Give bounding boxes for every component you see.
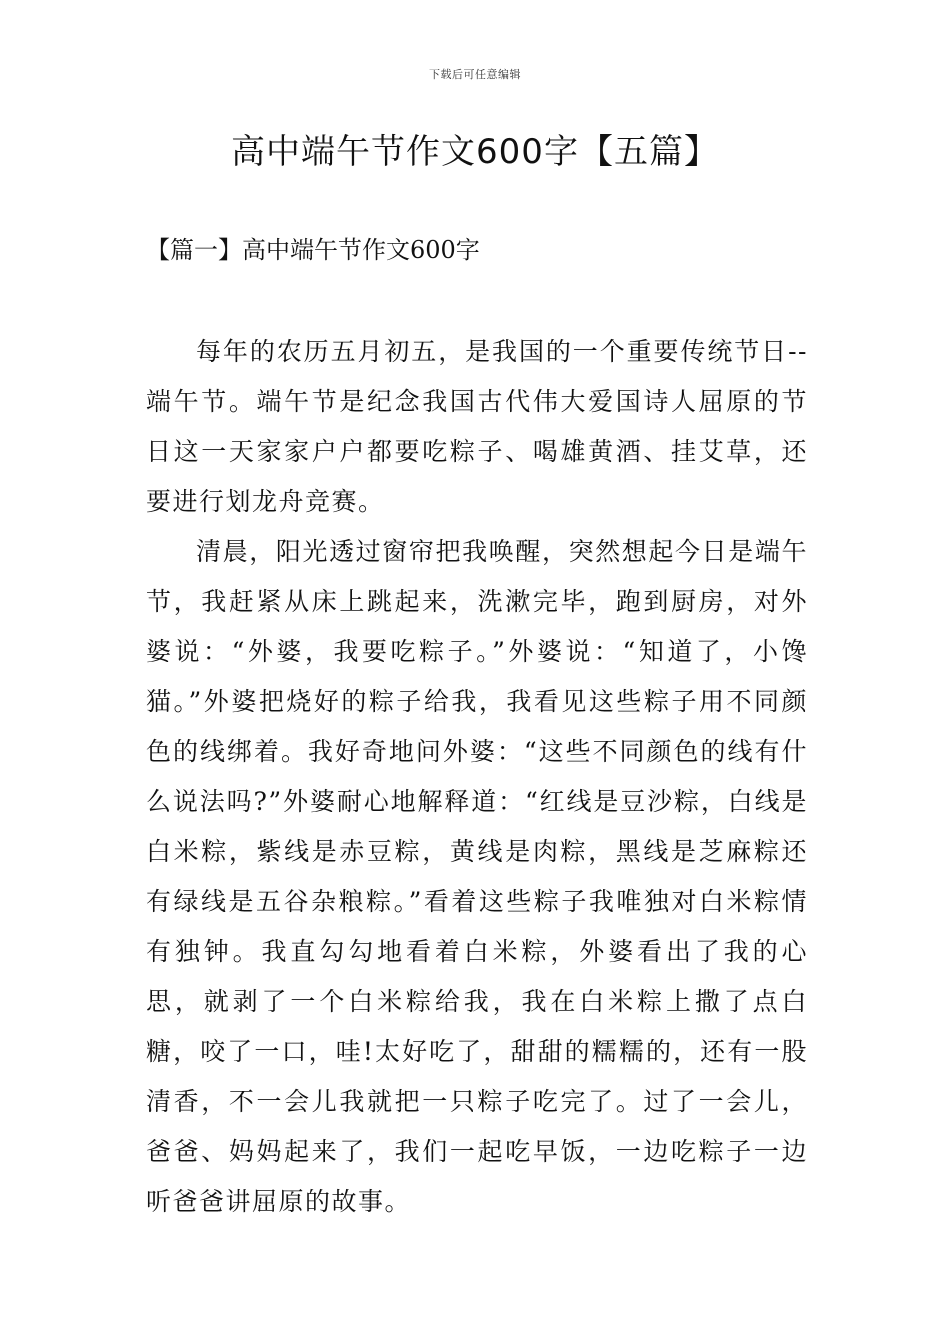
paragraph: 每年的农历五月初五，是我国的一个重要传统节日--端午节。端午节是纪念我国古代伟大爱国诗人屈原的节日这一天家家户户都要吃粽子、喝雄黄酒、挂艾草，还要进行划龙舟竞赛。 xyxy=(146,337,808,516)
header-note: 下载后可任意编辑 xyxy=(429,68,521,81)
paragraph: 清晨，阳光透过窗帘把我唤醒，突然想起今日是端午节，我赶紧从床上跳起来，洗漱完毕，跑到厨房，对外婆说：“外婆，我要吃粽子。”外婆说：“知道了，小馋猫。”外婆把烧好的粽子给我，我看见这些粽子用不同颜色的线绑着。我好奇地问外婆：“这些不同颜色的线有什么说法吗?”外婆耐心地解释道：“红线是豆沙粽，白线是白米粽，紫线是赤豆粽，黄线是肉粽，黑线是芝麻粽还有绿线是五谷杂粮粽。”看着这些粽子我唯独对白米粽情有独钟。我直勾勾地看着白米粽，外婆看出了我的心思，就剥了一个白米粽给我，我在白米粽上撒了点白糖，咬了一口，哇!太好吃了，甜甜的糯糯的，还有一股清香，不一会儿我就把一只粽子吃完了。过了一会儿，爸爸、妈妈起来了，我们一起吃早饭，一边吃粽子一边听爸爸讲屈原的故事。 xyxy=(146,537,808,1216)
section-heading: 【篇一】高中端午节作文600字 xyxy=(146,236,480,264)
document-title: 高中端午节作文600字【五篇】 xyxy=(231,132,719,172)
article-body xyxy=(146,327,808,1227)
